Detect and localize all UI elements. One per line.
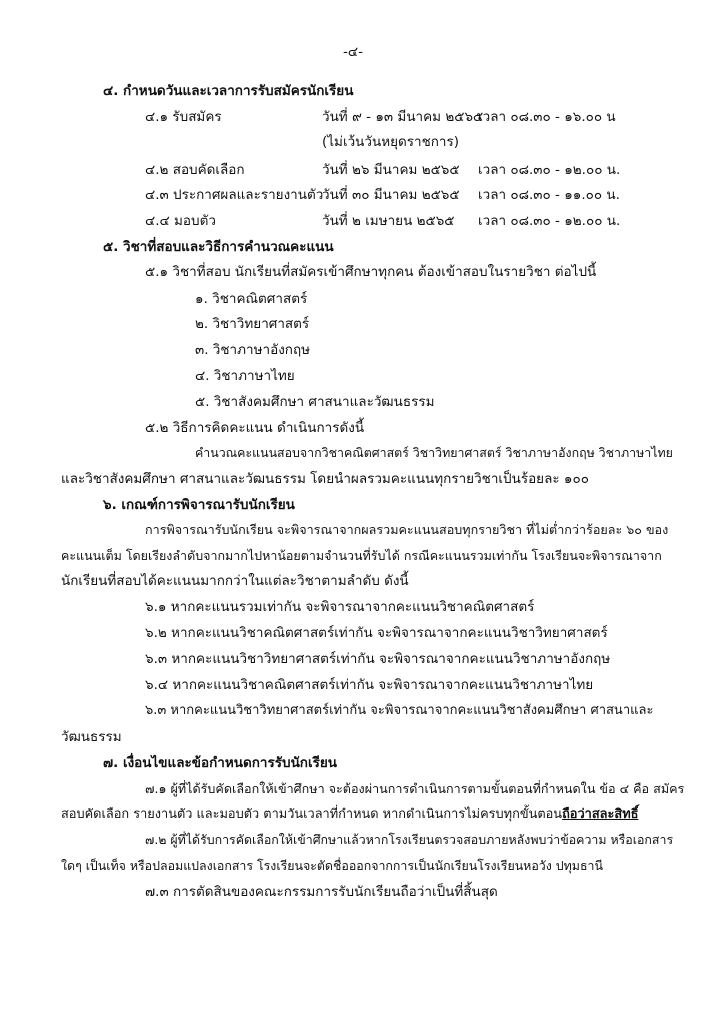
- criteria-item: ๖.๑ หากคะแนนรวมเท่ากัน จะพิจารณาจากคะแนนวิชาคณิตศาสตร์: [145, 599, 535, 615]
- criteria-item: ๖.๒ หากคะแนนวิชาคณิตศาสตร์เท่ากัน จะพิจารณาจากคะแนนวิชาวิทยาศาสตร์: [145, 625, 608, 641]
- criteria-paragraph: การพิจารณารับนักเรียน จะพิจารณาจากผลรวมคะแนนสอบทุกรายวิชา ที่ไม่ต่ำกว่าร้อยละ ๖๐ ของ: [145, 522, 669, 537]
- forfeit-emphasis: ถือว่าสละสิทธิ์: [562, 807, 639, 822]
- criteria-paragraph: คะแนนเต็ม โดยเรียงลำดับจากมากไปหาน้อยตามจำนวนที่รับได้ กรณีคะแนนรวมเท่ากัน โรงเรียนจะพิจารณาจาก: [61, 548, 662, 563]
- condition-paragraph: ๗.๒ ผู้ที่ได้รับการคัดเลือกให้เข้าศึกษาแล้วหากโรงเรียนตรวจสอบภายหลังพบว่าข้อความ หรือเอกสาร: [145, 832, 674, 847]
- schedule-label: ๔.๔ มอบตัว: [145, 213, 216, 229]
- criteria-item: ๖.๓ หากคะแนนวิชาวิทยาศาสตร์เท่ากัน จะพิจารณาจากคะแนนวิชาสังคมศึกษา ศาสนาและ: [145, 703, 654, 718]
- subject-item: ๔. วิชาภาษาไทย: [195, 368, 295, 384]
- condition-text: สอบคัดเลือก รายงานตัว และมอบตัว ตามวันเวลาที่กำหนด หากดำเนินการไม่ครบทุกขั้นตอน: [61, 807, 563, 822]
- schedule-time: เวลา ๐๘.๓๐ - ๑๑.๐๐ น.: [478, 187, 620, 203]
- criteria-item: ๖.๔ หากคะแนนวิชาคณิตศาสตร์เท่ากัน จะพิจารณาจากคะแนนวิชาภาษาไทย: [145, 677, 594, 693]
- schedule-label: ๔.๓ ประกาศผลและรายงานตัว: [145, 187, 324, 203]
- subject-item: ๕. วิชาสังคมศึกษา ศาสนาและวัฒนธรรม: [195, 394, 435, 410]
- criteria-item-continued: วัฒนธรรม: [61, 729, 122, 745]
- schedule-label: ๔.๒ สอบคัดเลือก: [145, 162, 245, 178]
- schedule-date: วันที่ ๒ เมษายน ๒๕๖๕: [322, 213, 455, 229]
- subject-item: ๒. วิชาวิทยาศาสตร์: [195, 316, 310, 332]
- schedule-time: เวลา ๐๘.๓๐ - ๑๖.๐๐ น: [478, 109, 616, 125]
- section-4-heading: ๔. กำหนดวันและเวลาการรับสมัครนักเรียน: [103, 83, 354, 99]
- criteria-paragraph: นักเรียนที่สอบได้คะแนนมากกว่าในแต่ละวิชาตามลำดับ ดังนี้: [61, 573, 409, 589]
- condition-paragraph: [61, 805, 638, 825]
- section-5-heading: ๕. วิชาที่สอบและวิธีการคำนวณคะแนน: [103, 239, 334, 255]
- subject-item: ๑. วิชาคณิตศาสตร์: [195, 291, 308, 307]
- section-5-1-text: ๕.๑ วิชาที่สอบ นักเรียนที่สมัครเข้าศึกษาทุกคน ต้องเข้าสอบในรายวิชา ต่อไปนี้: [145, 264, 597, 280]
- section-5-2-text: ๕.๒ วิธีการคิดคะแนน ดำเนินการดังนี้: [145, 420, 365, 436]
- condition-paragraph: ใดๆ เป็นเท็จ หรือปลอมแปลงเอกสาร โรงเรียนจะตัดชื่อออกจากการเป็นนักเรียนโรงเรียนหอวัง ปทุมธานี: [61, 858, 603, 873]
- schedule-time: เวลา ๐๘.๓๐ - ๑๒.๐๐ น.: [478, 162, 621, 178]
- schedule-date: วันที่ ๙ - ๑๓ มีนาคม ๒๕๖๕: [322, 109, 484, 125]
- condition-paragraph: ๗.๑ ผู้ที่ได้รับคัดเลือกให้เข้าศึกษา จะต้องผ่านการดำเนินการตามขั้นตอนที่กำหนดใน ข้อ ๔ คือ สมัคร: [145, 781, 685, 796]
- schedule-time: เวลา ๐๘.๓๐ - ๑๒.๐๐ น.: [478, 213, 621, 229]
- section-6-heading: ๖. เกณฑ์การพิจารณารับนักเรียน: [103, 497, 295, 513]
- schedule-date: วันที่ ๓๐ มีนาคม ๒๕๖๕: [322, 187, 460, 203]
- page-number: -๔-: [343, 44, 363, 60]
- subject-item: ๓. วิชาภาษาอังกฤษ: [195, 342, 311, 358]
- schedule-note: (ไม่เว้นวันหยุดราชการ): [322, 134, 460, 150]
- calculation-text: คำนวณคะแนนสอบจากวิชาคณิตศาสตร์ วิชาวิทยาศาสตร์ วิชาภาษาอังกฤษ วิชาภาษาไทย: [195, 445, 673, 460]
- criteria-item: ๖.๓ หากคะแนนวิชาวิทยาศาสตร์เท่ากัน จะพิจารณาจากคะแนนวิชาภาษาอังกฤษ: [145, 651, 611, 667]
- calculation-text: และวิชาสังคมศึกษา ศาสนาและวัฒนธรรม โดยนำผลรวมคะแนนทุกรายวิชาเป็นร้อยละ ๑๐๐: [61, 471, 589, 487]
- schedule-date: วันที่ ๒๖ มีนาคม ๒๕๖๕: [322, 162, 460, 178]
- schedule-label: ๔.๑ รับสมัคร: [145, 109, 222, 125]
- condition-paragraph: ๗.๓ การตัดสินของคณะกรรมการรับนักเรียนถือว่าเป็นที่สิ้นสุด: [145, 884, 498, 900]
- section-7-heading: ๗. เงื่อนไขและข้อกำหนดการรับนักเรียน: [103, 755, 337, 771]
